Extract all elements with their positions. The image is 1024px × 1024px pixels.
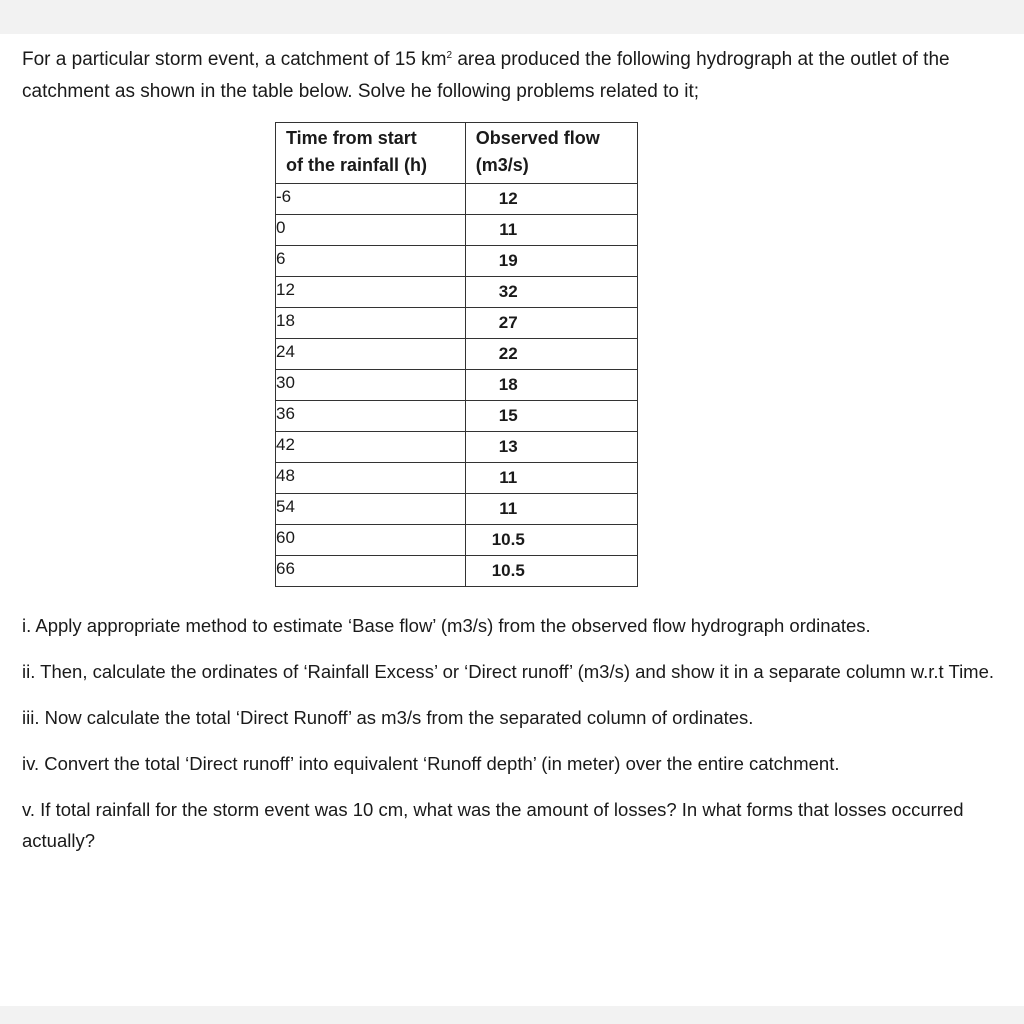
hydrograph-table — [275, 122, 638, 587]
table-row — [276, 277, 638, 308]
document-page — [0, 34, 1024, 1006]
flow-cell — [465, 494, 637, 525]
time-cell: 66 — [276, 556, 466, 587]
flow-header-line2: (m3/s) — [475, 155, 529, 175]
flow-value: 10.5 — [491, 561, 525, 580]
flow-value: 11 — [499, 220, 518, 239]
question-item: iii. Now calculate the total ‘Direct Runoff’ as m3/s from the separated column of ordinates. — [22, 707, 754, 728]
flow-cell — [465, 308, 637, 339]
flow-value: 12 — [498, 189, 518, 208]
intro-text: For a particular storm event, a catchment of 15 km — [22, 49, 447, 70]
time-header-line1: Time from start — [286, 128, 417, 148]
table-row — [276, 556, 638, 587]
table-row — [276, 339, 638, 370]
time-cell: 24 — [276, 339, 466, 370]
flow-column-header — [465, 123, 637, 184]
flow-cell — [465, 215, 637, 246]
table-header-row — [276, 123, 638, 184]
question-item: ii. Then, calculate the ordinates of ‘Rainfall Excess’ or ‘Direct runoff’ (m3/s) and show it in a separate column w.r.t Time. — [22, 661, 995, 682]
time-header-line2: of the rainfall (h) — [286, 155, 427, 175]
question-item: iv. Convert the total ‘Direct runoff’ into equivalent ‘Runoff depth’ (in meter) over the entire catchment. — [22, 753, 840, 774]
question-item: i. Apply appropriate method to estimate ‘Base flow’ (m3/s) from the observed flow hydrograph ordinates. — [22, 615, 871, 636]
time-cell: 42 — [276, 432, 466, 463]
flow-value: 15 — [498, 406, 518, 425]
flow-value: 22 — [498, 344, 518, 363]
flow-value: 32 — [498, 282, 518, 301]
time-cell: 36 — [276, 401, 466, 432]
flow-cell — [465, 246, 637, 277]
questions-list — [22, 610, 1012, 871]
time-cell: 48 — [276, 463, 466, 494]
time-cell: 30 — [276, 370, 466, 401]
table-row — [276, 184, 638, 215]
flow-value: 10.5 — [491, 530, 525, 549]
table-row — [276, 525, 638, 556]
question-item: v. If total rainfall for the storm event was 10 cm, what was the amount of losses? In what forms that losses occurred actually? — [22, 799, 964, 851]
time-cell: 54 — [276, 494, 466, 525]
flow-value: 18 — [498, 375, 518, 394]
flow-value: 11 — [499, 499, 518, 518]
intro-paragraph — [22, 44, 1002, 108]
flow-value: 13 — [498, 437, 518, 456]
time-cell: 12 — [276, 277, 466, 308]
table-row — [276, 432, 638, 463]
table-row — [276, 463, 638, 494]
flow-value: 11 — [499, 468, 518, 487]
area-superscript: 2 — [446, 50, 453, 61]
table-row — [276, 494, 638, 525]
time-column-header — [276, 123, 466, 184]
table-row — [276, 308, 638, 339]
time-cell: 60 — [276, 525, 466, 556]
table-row — [276, 370, 638, 401]
time-cell: 18 — [276, 308, 466, 339]
table-row — [276, 246, 638, 277]
flow-cell — [465, 339, 637, 370]
flow-cell — [465, 432, 637, 463]
flow-header-line1: Observed flow — [475, 128, 600, 148]
time-cell: 6 — [276, 246, 466, 277]
intro-text-continued: area produced the following hydrograph at the outlet of the catchment as shown in the table below. Solve he following problems related to it; — [22, 49, 950, 102]
flow-value: 19 — [498, 251, 518, 270]
flow-value: 27 — [498, 313, 518, 332]
table-row — [276, 215, 638, 246]
flow-cell — [465, 525, 637, 556]
flow-cell — [465, 556, 637, 587]
table-row — [276, 401, 638, 432]
flow-cell — [465, 184, 637, 215]
time-cell: 0 — [276, 215, 466, 246]
flow-cell — [465, 277, 637, 308]
flow-cell — [465, 401, 637, 432]
time-cell: -6 — [276, 184, 466, 215]
flow-cell — [465, 463, 637, 494]
flow-cell — [465, 370, 637, 401]
